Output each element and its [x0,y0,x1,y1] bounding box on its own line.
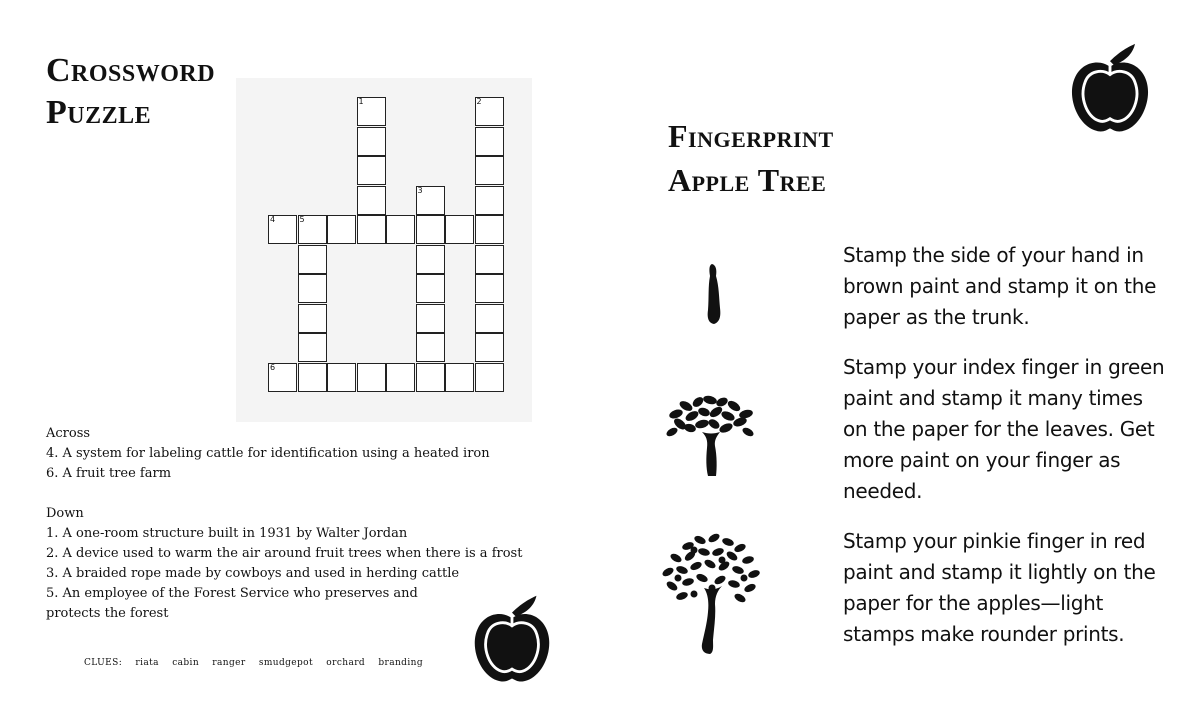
clue-number: 2 [476,97,482,106]
crossword-cell [386,363,415,392]
crossword-cell [298,304,327,333]
clue-number: 6 [270,362,276,372]
crossword-cell [445,215,474,244]
crossword-cell [416,304,445,333]
apple-icon [1062,40,1158,136]
answer-word-bank [84,658,433,668]
step-leaves-text: Stamp your index finger in green paint and stamp it many times on the paper for the leaves. Get more paint on your finger as needed. [843,355,1165,503]
word-bank-item: branding [378,658,423,668]
down-clue: 2. A device used to warm the air around fruit trees when there is a frost [46,546,523,561]
crossword-cell [327,215,356,244]
crossword-cell [445,363,474,392]
word-bank-item: smudgepot [258,658,314,668]
step-apples-text: Stamp your pinkie finger in red paint and stamp it lightly on the paper for the apples—light stamps make rounder prints. [843,529,1156,646]
down-clue: protects the forest [46,606,169,621]
word-bank-item: ranger [212,658,246,668]
step-trunk-text: Stamp the side of your hand in brown paint and stamp it on the paper as the trunk. [843,243,1157,329]
crossword-cell [298,245,327,274]
crossword-cell [475,186,504,215]
crossword-cell [298,363,327,392]
crossword-cell [357,127,386,156]
crossword-cell [475,274,504,303]
crossword-cell [475,215,504,244]
across-clue: 4. A system for labeling cattle for identification using a heated iron [46,446,490,461]
crossword-cell [298,274,327,303]
crossword-cell [475,333,504,362]
crossword-cell [357,186,386,215]
crossword-cell [416,274,445,303]
word-bank-label: CLUES: [84,658,123,668]
word-bank-item: orchard [326,658,366,668]
apple-icon [465,592,559,686]
trunk-print-icon [700,262,726,326]
clue-number: 3 [417,185,423,195]
crossword-cell [416,333,445,362]
clue-number: 1 [358,97,364,106]
fingerprint-title [668,114,834,202]
crossword-cell [357,156,386,185]
crossword-cell [327,363,356,392]
across-heading: Across [46,426,91,441]
crossword-cell [298,333,327,362]
down-clue: 5. An employee of the Forest Service who preserves and [46,586,418,601]
crossword-cell [475,304,504,333]
fingerprint-title-line-1: Fingerprint [668,118,834,154]
crossword-cell [416,215,445,244]
crossword-cell [416,245,445,274]
apple-tree-print-icon [658,532,768,656]
word-bank-item: cabin [172,658,200,668]
down-clue: 3. A braided rope made by cowboys and used in herding cattle [46,566,460,581]
crossword-title [46,50,215,134]
crossword-cell [475,245,504,274]
crossword-cell [475,363,504,392]
leaves-print-icon [662,392,758,478]
crossword-cell [386,215,415,244]
crossword-title-line-2: Puzzle [46,94,152,131]
across-clue: 6. A fruit tree farm [46,466,172,481]
clue-spacer [46,484,566,504]
crossword-cell [357,363,386,392]
down-clue: 1. A one-room structure built in 1931 by Walter Jordan [46,526,408,541]
crossword-cell [416,363,445,392]
clue-number: 4 [270,215,276,224]
crossword-cell [357,215,386,244]
crossword-title-line-1: Crossword [46,52,216,89]
down-heading: Down [46,506,84,521]
word-bank-item: riata [135,658,159,668]
fingerprint-title-line-2: Apple Tree [668,162,827,198]
crossword-cell [475,156,504,185]
clue-number: 5 [299,215,305,224]
crossword-cell [475,127,504,156]
